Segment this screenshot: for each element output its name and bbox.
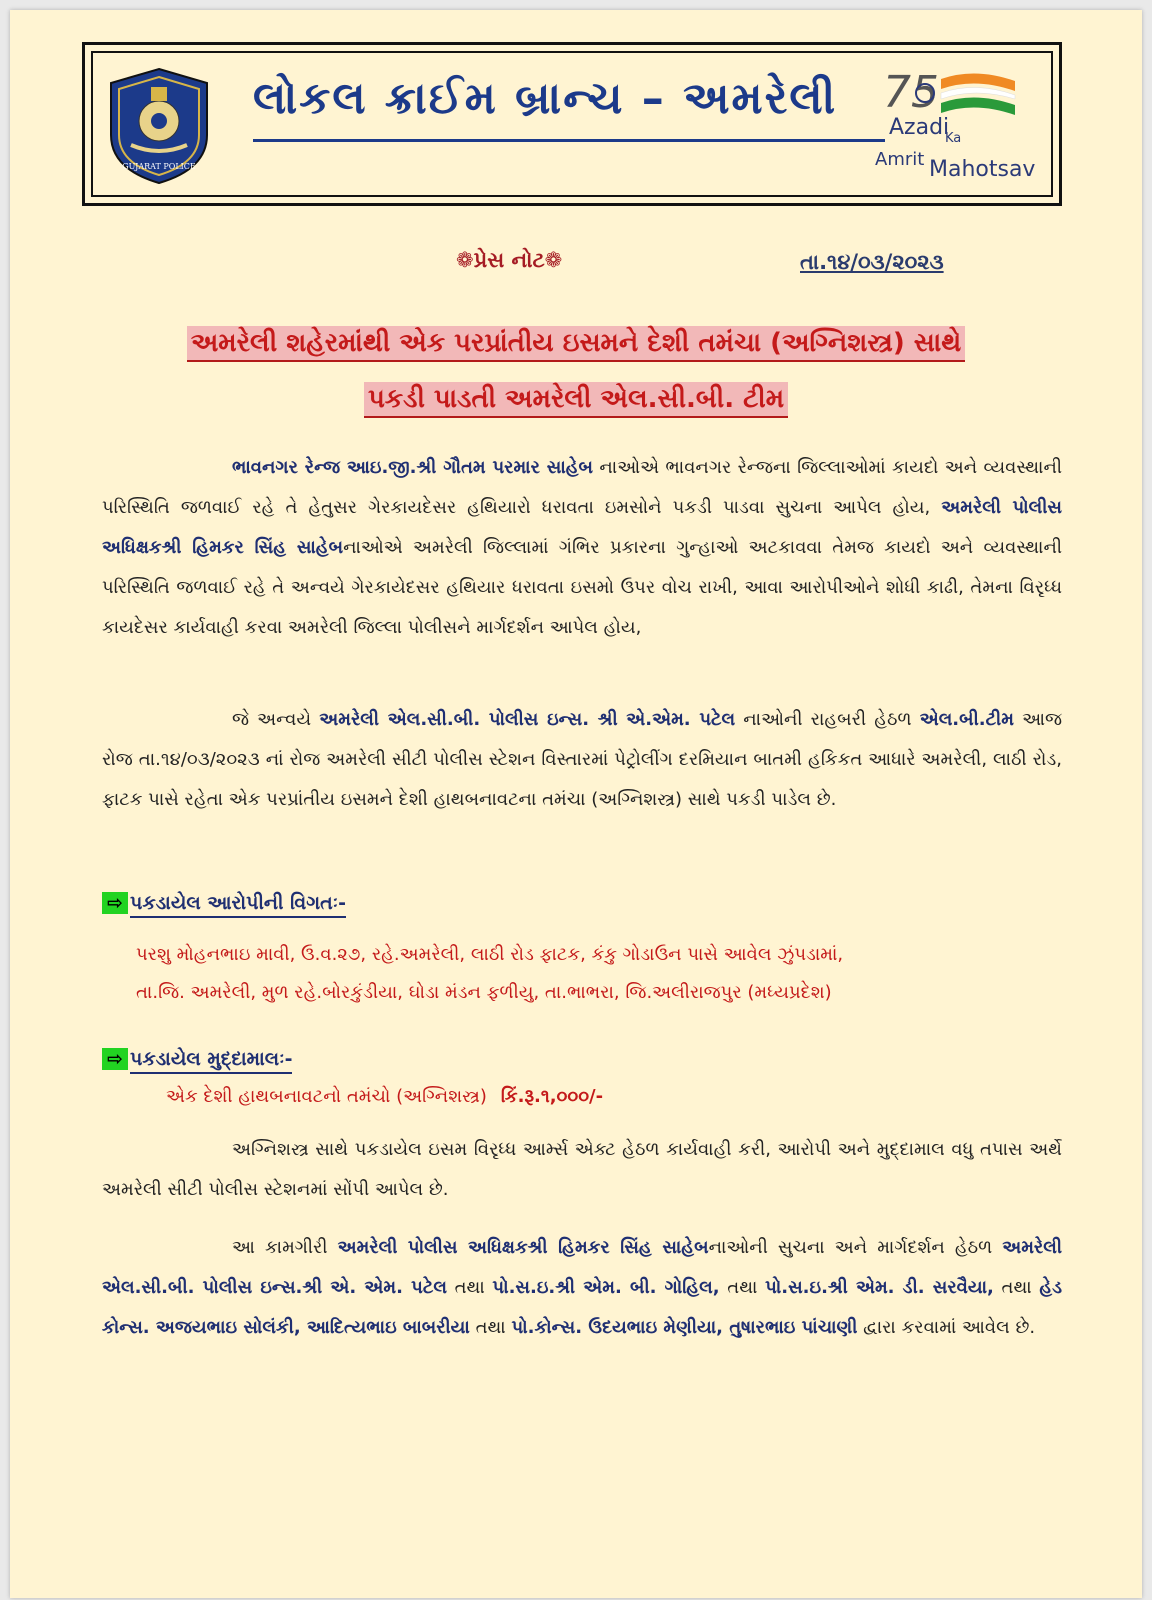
- logo-number: 75: [883, 67, 939, 118]
- para6-text-7: દ્વારા કરવામાં આવેલ છે.: [857, 1317, 1036, 1338]
- para6-constables: પો.કોન્સ. ઉદયભાઇ મેણીયા, તુષારભાઇ પાંચાણી: [511, 1317, 858, 1338]
- para6-head-constables: હેડ કોન્સ. અજયભાઇ સોલંકી, આદિત્યભાઇ બાબરીયા: [102, 1277, 1063, 1338]
- lcb-pi-name: અમરેલી એલ.સી.બી. પોલીસ ઇન્સ. શ્રી એ.એમ. પટેલ: [319, 709, 736, 730]
- para6-text-2: નાઓની સુચના અને માર્ગદર્શન હેઠળ: [708, 1237, 1003, 1258]
- accused-section-heading: [102, 892, 346, 914]
- para2-text-2: નાઓની રાહબરી હેઠળ: [735, 709, 920, 730]
- azadi-ka-amrit-mahotsav-logo: [875, 63, 1045, 193]
- para6-pi-name: અમરેલી એલ.સી.બી. પોલીસ ઇન્સ.શ્રી એ. એમ. પટેલ: [102, 1237, 1062, 1298]
- emblem-text: GUJARAT POLICE: [122, 162, 196, 171]
- para6-text-1: આ કામગીરી: [232, 1237, 338, 1258]
- paragraph-2: [102, 700, 1062, 820]
- para2-text-3: આજ રોજ તા.૧૪/૦૩/૨૦૨૩ નાં રોજ અમરેલી સીટી પોલીસ સ્ટેશન વિસ્તારમાં પેટ્રોલીંગ દરમિયાન બાતમી હકિકત આધારે અમરેલી, લાઠી રોડ, ફાટક પાસે રહેતા એક પરપ્રાંતીય ઇસમને દેશી હાથબનાવટના તમંચા (અગ્નિશસ્ત્ર) સાથે પકડી પાડેલ છે.: [102, 709, 1062, 810]
- accused-line-2: તા.જિ. અમરેલી, મુળ રહે.બોરકુંડીયા, ઘોડા મંડન ફળીયુ, તા.ભાભરા, જિ.અલીરાજપુર (મધ્યપ્રદેશ): [136, 982, 832, 1003]
- press-note-page: [10, 10, 1142, 1598]
- header-underline: [253, 139, 885, 142]
- logo-mahotsav: Mahotsav: [929, 157, 1036, 182]
- accused-line-1: પરશુ મોહનભાઇ માવી, ઉ.વ.૨૭, રહે.અમરેલી, લાઠી રોડ ફાટક, કંકુ ગોડાઉન પાસે આવેલ ઝુંપડામાં,: [136, 944, 844, 965]
- paragraph-5: અગ્નિશસ્ત્ર સાથે પકડાયેલ ઇસમ વિરૃધ્ધ આર્મ્સ એક્ટ હેઠળ કાર્યવાહી કરી, આરોપી અને મુદ્દામાલ વધુ તપાસ અર્થે અમરેલી સીટી પોલીસ સ્ટેશનમાં સોંપી આપેલ છે.: [102, 1139, 1062, 1200]
- arrow-right-icon: ⇨: [102, 892, 128, 914]
- paragraph-6: [102, 1228, 1062, 1348]
- seized-item: [166, 1086, 603, 1107]
- logo-amrit: Amrit: [875, 149, 925, 170]
- property-section-heading: [102, 1048, 292, 1070]
- gujarat-police-emblem-icon: [103, 65, 215, 187]
- logo-azadi: Azadi: [889, 115, 950, 140]
- para6-text-6: તથા: [469, 1317, 512, 1338]
- logo-ka: Ka: [945, 131, 962, 146]
- seized-item-text: એક દેશી હાથબનાવટનો તમંચો (અગ્નિશસ્ત્ર): [166, 1086, 487, 1107]
- para1-text-1: નાઓએ ભાવનગર રેન્જના જિલ્લાઓમાં કાયદો અને વ્યવસ્થાની પરિસ્થિતિ જળવાઈ રહે તે હેતુસર ગેરકાયદેસર હથિયારો ધરાવતા ઇમસોને પકડી પાડવા સુચના આપેલ હોય,: [102, 457, 1063, 518]
- header-title: લોકલ ક્રાઈમ બ્રાન્ચ – અમરેલી: [253, 73, 838, 124]
- paragraph-1: [102, 448, 1062, 648]
- para6-text-5: તથા: [993, 1277, 1040, 1298]
- para6-text-3: તથા: [446, 1277, 493, 1298]
- para6-text-4: તથા: [719, 1277, 766, 1298]
- sp-name: અમરેલી પોલીસ અધિક્ષકશ્રી હિમકર સિંહ સાહેબ: [102, 497, 1062, 558]
- property-section-title: પકડાયેલ મુદ્દામાલઃ-: [130, 1048, 292, 1074]
- ig-name: ભાવનગર રેન્જ આઇ.જી.શ્રી ગૌતમ પરમાર સાહેબ: [232, 457, 594, 478]
- lb-team: એલ.બી.ટીમ: [919, 709, 1014, 730]
- para6-psi-sarvaiya: પો.સ.ઇ.શ્રી એમ. ડી. સરવૈયા,: [765, 1277, 994, 1298]
- press-note-label: ❁પ્રેસ નોટ❁: [456, 248, 563, 272]
- accused-section-title: પકડાયેલ આરોપીની વિગતઃ-: [130, 892, 346, 918]
- headline-line-2: [10, 384, 1142, 415]
- para6-psi-gohil: પો.સ.ઇ.શ્રી એમ. બી. ગોહિલ,: [492, 1277, 720, 1298]
- arrow-right-icon: ⇨: [102, 1048, 128, 1070]
- headline-line-1-text: અમરેલી શહેરમાંથી એક પરપ્રાંતીય ઇસમને દેશી તમંચા (અગ્નિશસ્ત્ર) સાથે: [187, 326, 965, 362]
- headline-line-1: [10, 328, 1142, 359]
- headline-line-2-text: પકડી પાડતી અમરેલી એલ.સી.બી. ટીમ: [364, 382, 788, 418]
- seized-item-amount: કિં.રૂ.૧,૦૦૦/-: [500, 1086, 604, 1107]
- para6-sp-name: અમરેલી પોલીસ અધિક્ષકશ્રી હિમકર સિંહ સાહેબ: [337, 1237, 709, 1258]
- para2-text-1: જે અન્વયે: [232, 709, 320, 730]
- amrit-mahotsav-flag-icon: [875, 63, 1045, 123]
- header-box: [82, 42, 1062, 206]
- accused-details: [136, 936, 1056, 1012]
- press-note-date: તા.૧૪/૦૩/૨૦૨૩: [800, 250, 944, 274]
- header-inner-frame: [91, 51, 1053, 197]
- para1-text-2: નાઓએ અમરેલી જિલ્લામાં ગંભિર પ્રકારના ગુન્હાઓ અટકાવવા તેમજ કાયદો અને વ્યવસ્થાની પરિસ્થિતિ જળવાઈ રહે તે અન્વયે ગેરકાયેદસર હથિયાર ધરાવતા ઇસમો ઉપર વોચ રાખી, આવા આરોપીઓને શોધી કાઢી, તેમના વિરૃધ્ધ કાયદેસર કાર્યવાહી કરવા અમરેલી જિલ્લા પોલીસને માર્ગદર્શન આપેલ હોય,: [102, 537, 1062, 638]
